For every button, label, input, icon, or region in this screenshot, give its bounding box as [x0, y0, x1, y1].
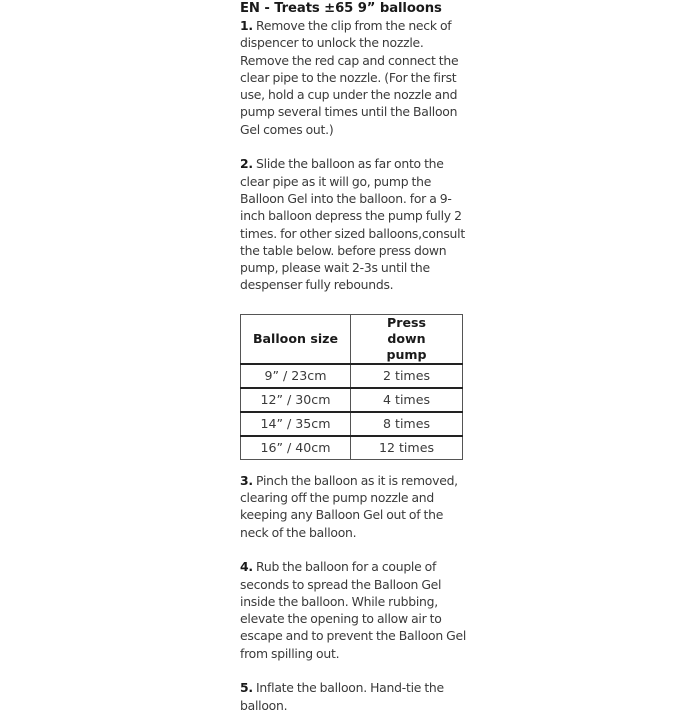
step-text: Inflate the balloon. Hand-tie the balloon. — [240, 680, 444, 713]
cell-press-count: 12 times — [351, 436, 463, 460]
spacer — [240, 541, 472, 558]
header-press-down-pump — [351, 314, 463, 364]
table-row — [241, 436, 463, 460]
step-number: 2. — [240, 156, 253, 172]
cell-press-count: 4 times — [351, 388, 463, 412]
table-row — [241, 412, 463, 436]
cell-balloon-size: 9” / 23cm — [241, 364, 351, 388]
document-title: EN - Treats ±65 9” balloons — [240, 1, 442, 16]
instructions-document — [240, 0, 472, 714]
cell-balloon-size: 16” / 40cm — [241, 436, 351, 460]
table-row — [241, 364, 463, 388]
spacer — [240, 662, 472, 679]
step-5 — [240, 679, 472, 714]
step-2 — [240, 155, 472, 293]
table-row — [241, 388, 463, 412]
step-4 — [240, 558, 472, 662]
step-1 — [240, 17, 472, 138]
step-number: 5. — [240, 680, 253, 696]
cell-press-count: 8 times — [351, 412, 463, 436]
step-text: Pinch the balloon as it is removed, clearing off the pump nozzle and keeping any Balloon Gel out of the neck of the balloon. — [240, 472, 458, 540]
spacer — [240, 138, 472, 155]
table-header-row — [241, 314, 463, 364]
balloon-size-table — [240, 314, 463, 460]
step-number: 4. — [240, 559, 253, 575]
header-press-down-pump-text: Press down pump — [386, 314, 427, 362]
step-text: Rub the balloon for a couple of seconds to spread the Balloon Gel inside the balloon. While rubbing, elevate the opening to allow air to escape and to prevent the Balloon Gel from spilling out. — [240, 559, 467, 661]
step-number: 3. — [240, 472, 253, 488]
step-3 — [240, 472, 472, 541]
header-balloon-size: Balloon size — [241, 314, 351, 364]
step-number: 1. — [240, 18, 253, 33]
step-text: Remove the clip from the neck of dispencer to unlock the nozzle. Remove the red cap and connect the clear pipe to the nozzle. (For the first use, hold a cup under the nozzle and pump several times until the Balloon Gel comes out.) — [240, 18, 459, 137]
cell-press-count: 2 times — [351, 364, 463, 388]
step-text: Slide the balloon as far onto the clear pipe as it will go, pump the Balloon Gel into the balloon. for a 9-inch balloon depress the pump fully 2 times. for other sized balloons,consult the table below. before press down pump, please wait 2-3s until the despenser fully rebounds. — [240, 156, 465, 293]
cell-balloon-size: 14” / 35cm — [241, 412, 351, 436]
cell-balloon-size: 12” / 30cm — [241, 388, 351, 412]
